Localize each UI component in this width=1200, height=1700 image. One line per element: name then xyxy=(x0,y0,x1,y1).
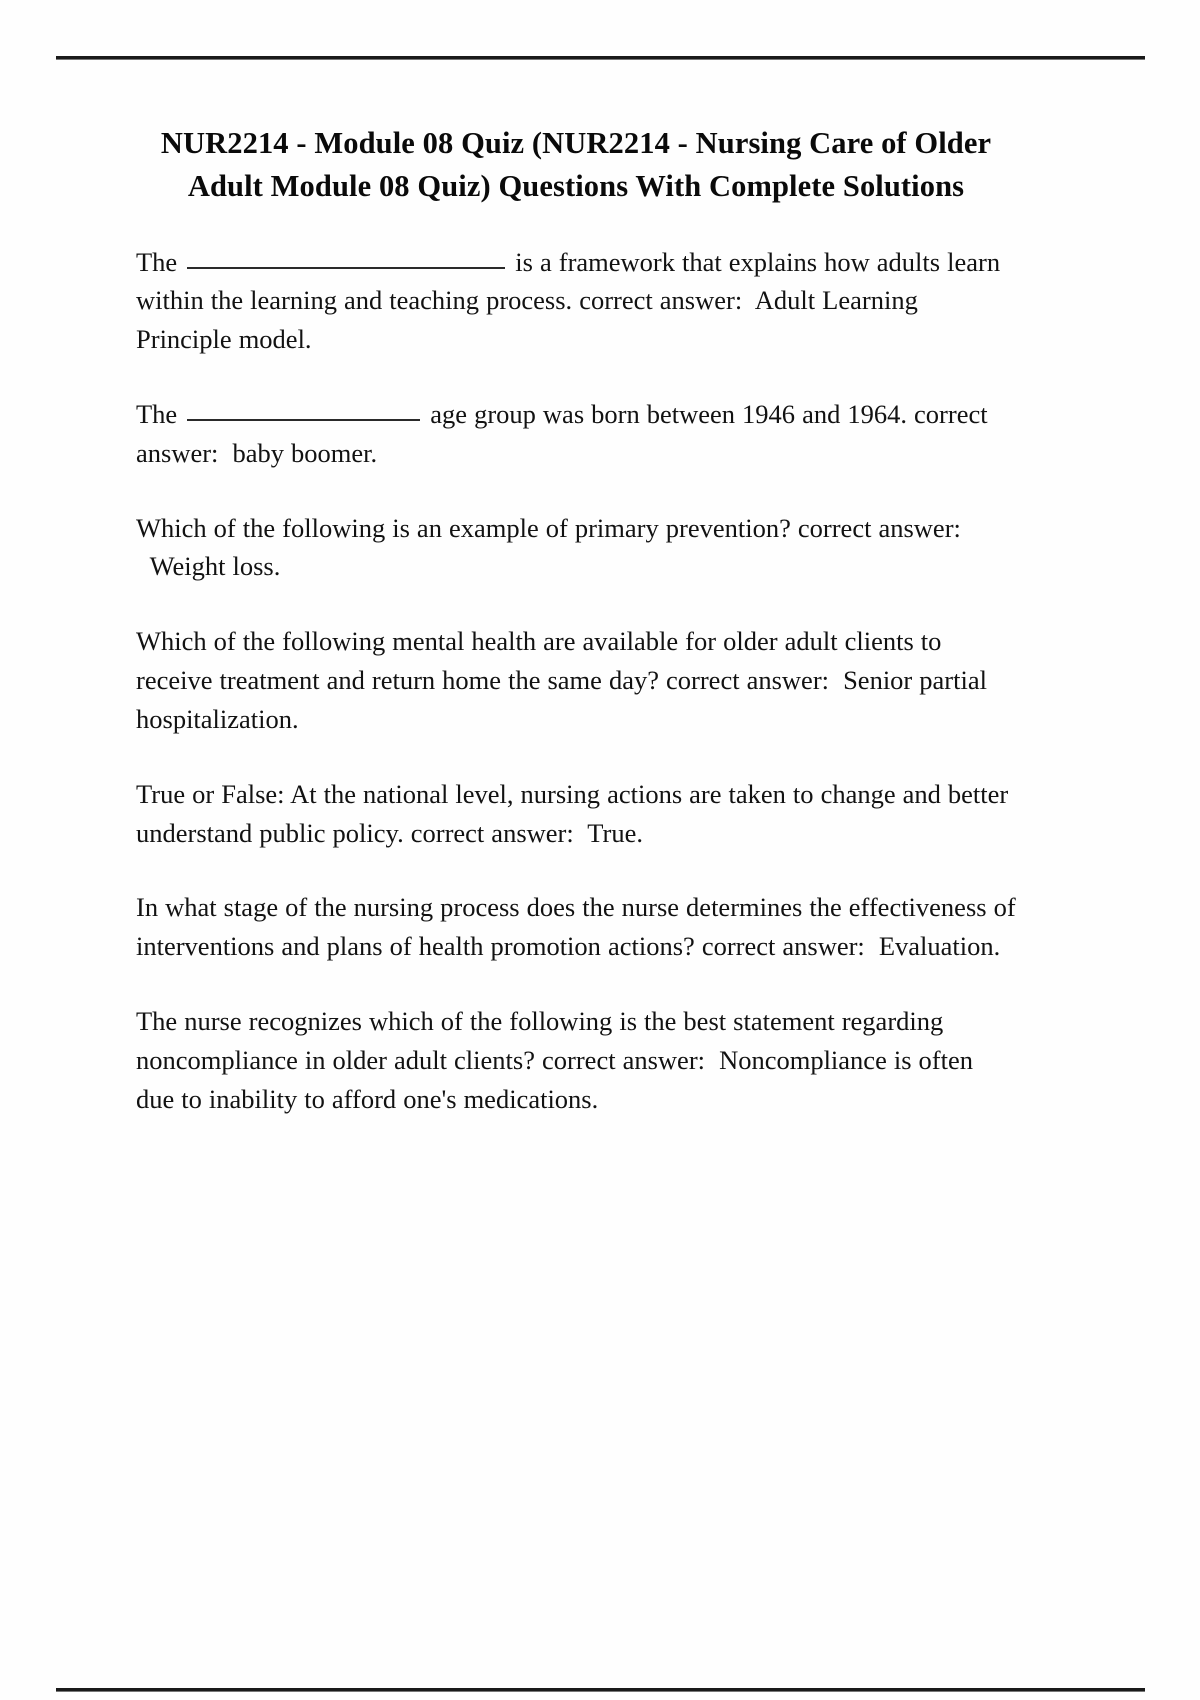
answer-spacer xyxy=(218,438,232,468)
qa-block xyxy=(136,1002,1016,1118)
question-lead-text: The xyxy=(136,246,178,277)
page-title: NUR2214 - Module 08 Quiz (NUR2214 - Nursing Care of Older Adult Module 08 Quiz) Questions With Complete Solutions xyxy=(160,126,992,204)
qa-block xyxy=(136,622,1016,738)
question-text: True or False: At the national level, nursing actions are taken to change and better understand public policy. xyxy=(136,778,1009,848)
answer-text: Evaluation. xyxy=(878,931,1001,962)
answer-text: True. xyxy=(587,817,644,848)
answer-text: Noncompliance is often due to inability to afford one's medications. xyxy=(136,1044,974,1114)
fill-in-blank xyxy=(187,267,505,269)
question-text: is a framework that explains how adults learn within the learning and teaching process. xyxy=(136,246,1001,316)
qa-block xyxy=(136,243,1016,359)
answer-text: Senior partial hospitalization. xyxy=(136,665,987,734)
answer-spacer xyxy=(574,818,588,848)
question-text: age group was born between 1946 and 1964. xyxy=(430,399,907,430)
answer-label: correct answer: xyxy=(797,512,961,543)
answer-text: baby boomer. xyxy=(232,437,378,468)
qa-block xyxy=(136,395,1016,473)
answer-label: correct answer: xyxy=(666,665,829,696)
answer-spacer xyxy=(705,1045,719,1075)
question-text: Which of the following mental health are available for older adult clients to receive treatment and return home the same day? xyxy=(136,626,942,696)
page-top-rule xyxy=(56,56,1145,59)
question-text: The nurse recognizes which of the following is the best statement regarding noncompliance in older adult clients? xyxy=(136,1005,944,1075)
answer-label: correct answer: xyxy=(579,285,743,316)
page-bottom-rule xyxy=(56,1688,1145,1691)
answer-spacer xyxy=(742,285,755,315)
fill-in-blank xyxy=(187,419,420,421)
document-body xyxy=(136,122,1016,1118)
answer-text: Weight loss. xyxy=(149,551,281,582)
answer-spacer xyxy=(829,665,843,695)
qa-block xyxy=(136,509,1016,587)
question-text: Which of the following is an example of primary prevention? xyxy=(136,512,791,543)
question-text: In what stage of the nursing process does the nurse determines the effectiveness of interventions and plans of health promotion actions? xyxy=(136,892,1016,962)
answer-label: correct answer: xyxy=(701,931,865,962)
answer-label: correct answer: xyxy=(542,1044,705,1075)
answer-text: Adult Learning Principle model. xyxy=(136,285,918,355)
question-lead-text: The xyxy=(136,399,178,430)
qa-block xyxy=(136,888,1016,966)
qa-block xyxy=(136,775,1016,853)
answer-spacer xyxy=(865,931,879,961)
answer-spacer xyxy=(136,551,150,581)
answer-label: correct answer: xyxy=(410,817,574,848)
question-answer-list xyxy=(136,243,1016,1119)
answer-label: correct answer: xyxy=(136,399,988,468)
